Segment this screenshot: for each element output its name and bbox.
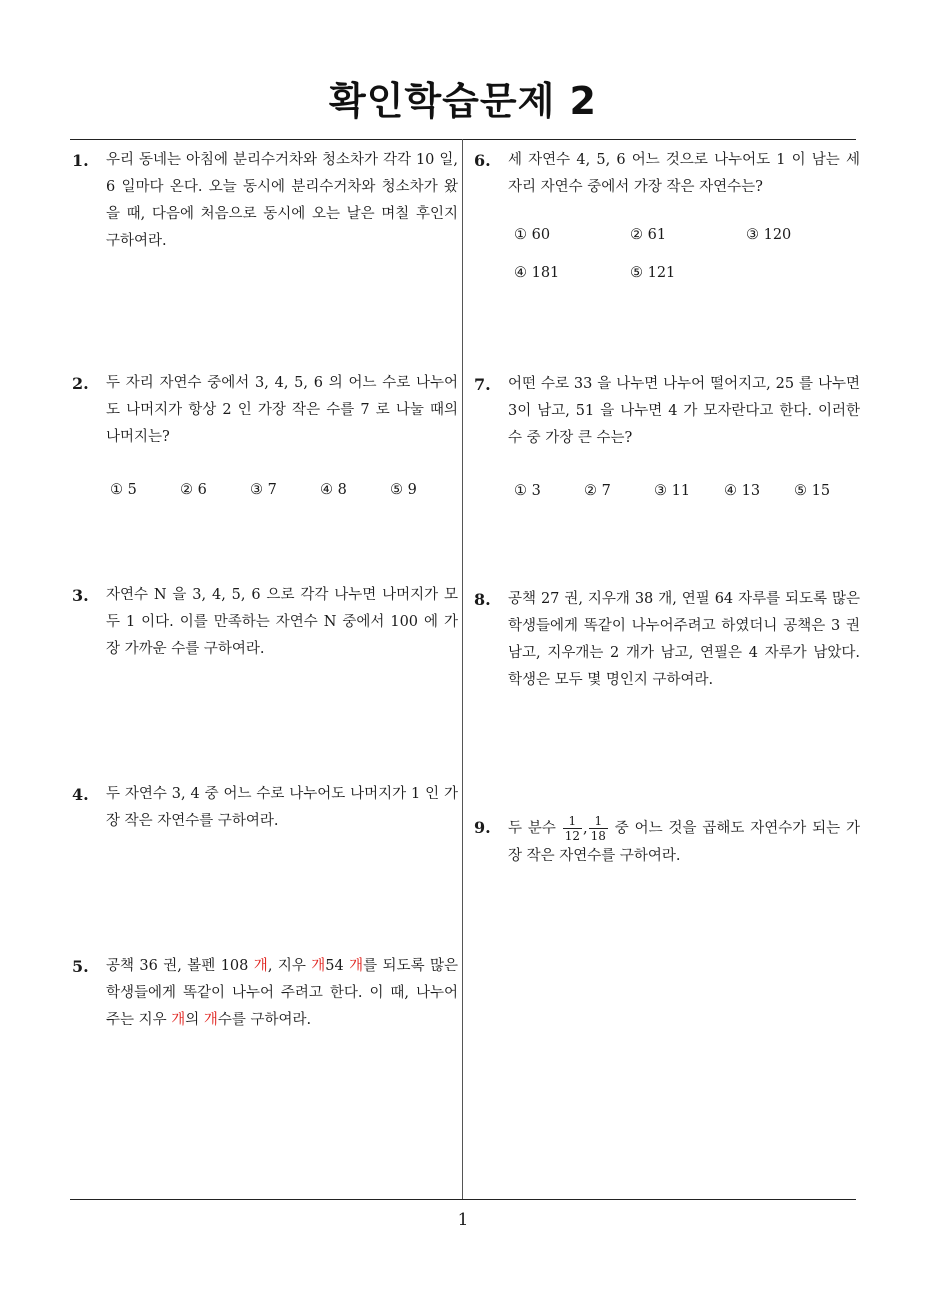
problem-text: 두 자리 자연수 중에서 3, 4, 5, 6 의 어느 수로 나누어도 나머지가 항상 2 인 가장 작은 수를 7 로 나눌 때의 나머지는? — [106, 375, 458, 445]
problem-number: 7. — [474, 375, 491, 394]
choice-2[interactable]: ② 61 — [630, 227, 667, 243]
choice-1[interactable]: ① 3 — [514, 483, 541, 499]
problem-6 — [474, 147, 860, 292]
choice-4[interactable]: ④ 8 — [320, 482, 347, 498]
choice-4[interactable]: ④ 13 — [724, 483, 761, 499]
problem-number: 2. — [72, 374, 89, 393]
problem-text: 어떤 수로 33 을 나누면 나누어 떨어지고, 25 를 나누면 3이 남고, 51 을 나누면 4 가 모자란다고 한다. 이러한 수 중 가장 큰 수는? — [508, 376, 860, 446]
problem-8 — [474, 586, 860, 694]
choice-5[interactable]: ⑤ 121 — [630, 265, 676, 281]
header-rule — [70, 139, 856, 140]
fraction-1-12: $\frac{1}{12}$ — [564, 814, 581, 843]
choice-5[interactable]: ⑤ 15 — [794, 483, 831, 499]
page-number: 1 — [457, 1210, 469, 1230]
choice-1[interactable]: ① 5 — [110, 482, 137, 498]
problem-5 — [72, 953, 458, 1034]
problem-2 — [72, 370, 458, 509]
problem-number: 1. — [72, 151, 89, 170]
problem-1 — [72, 147, 458, 255]
highlight: 개 — [349, 958, 364, 974]
problem-number: 3. — [72, 586, 89, 605]
problem-number: 5. — [72, 957, 89, 976]
choice-5[interactable]: ⑤ 9 — [390, 482, 417, 498]
highlight: 개 — [253, 958, 268, 974]
highlight: 개 — [311, 958, 326, 974]
choice-1[interactable]: ① 60 — [514, 227, 551, 243]
problem-text: 공책 36 권, 볼펜 108 개, 지우 개54 개를 되도록 많은 학생들에게 똑같이 나누어 주려고 한다. 이 때, 나누어 주는 지우 개의 개수를 구하여라. — [106, 958, 458, 1028]
fraction-1-18: $\frac{1}{18}$ — [590, 814, 606, 843]
answer-choices — [106, 471, 458, 509]
answer-choices — [508, 254, 860, 292]
problem-4 — [72, 781, 458, 835]
choice-2[interactable]: ② 7 — [584, 483, 611, 499]
choice-2[interactable]: ② 6 — [180, 482, 207, 498]
answer-choices — [508, 472, 860, 510]
column-divider — [462, 139, 463, 1199]
page-title: 확인학습문제 2 — [329, 79, 597, 123]
problem-text: 두 자연수 3, 4 중 어느 수로 나누어도 나머지가 1 인 가장 작은 자연수를 구하여라. — [106, 786, 458, 829]
choice-3[interactable]: ③ 120 — [746, 227, 792, 243]
choice-3[interactable]: ③ 11 — [654, 483, 691, 499]
choice-3[interactable]: ③ 7 — [250, 482, 277, 498]
highlight: 개 — [171, 1012, 186, 1028]
problem-3 — [72, 582, 458, 663]
problem-number: 9. — [474, 818, 491, 837]
problem-text: 공책 27 권, 지우개 38 개, 연필 64 자루를 되도록 많은 학생들에게 똑같이 나누어주려고 하였더니 공책은 3 권 남고, 지우개는 2 개가 남고, 연필은 4 자루가 남았다. 학생은 모두 몇 명인지 구하여라. — [508, 591, 860, 688]
problem-number: 8. — [474, 590, 491, 609]
problem-number: 6. — [474, 151, 491, 170]
highlight: 개 — [203, 1012, 218, 1028]
answer-choices — [508, 216, 860, 254]
problem-text: 두 분수 $\frac{1}{12}$ , $\frac{1}{18}$ 중 어느 것을 곱해도 자연수가 되는 가장 작은 자연수를 구하여라. — [508, 814, 860, 864]
problem-7 — [474, 371, 860, 510]
choice-4[interactable]: ④ 181 — [514, 265, 560, 281]
problem-text: 자연수 N 을 3, 4, 5, 6 으로 각각 나누면 나머지가 모두 1 이다. 이를 만족하는 자연수 N 중에서 100 에 가장 가까운 수를 구하여라. — [106, 587, 458, 657]
problem-number: 4. — [72, 785, 89, 804]
problem-text: 우리 동네는 아침에 분리수거차와 청소차가 각각 10 일, 6 일마다 온다. 오늘 동시에 분리수거차와 청소차가 왔을 때, 다음에 처음으로 동시에 오는 날은 며칠 후인지 구하여라. — [106, 152, 458, 249]
footer-rule — [70, 1199, 856, 1200]
problem-9 — [474, 814, 860, 870]
problem-text: 세 자연수 4, 5, 6 어느 것으로 나누어도 1 이 남는 세 자리 자연수 중에서 가장 작은 자연수는? — [508, 152, 860, 195]
